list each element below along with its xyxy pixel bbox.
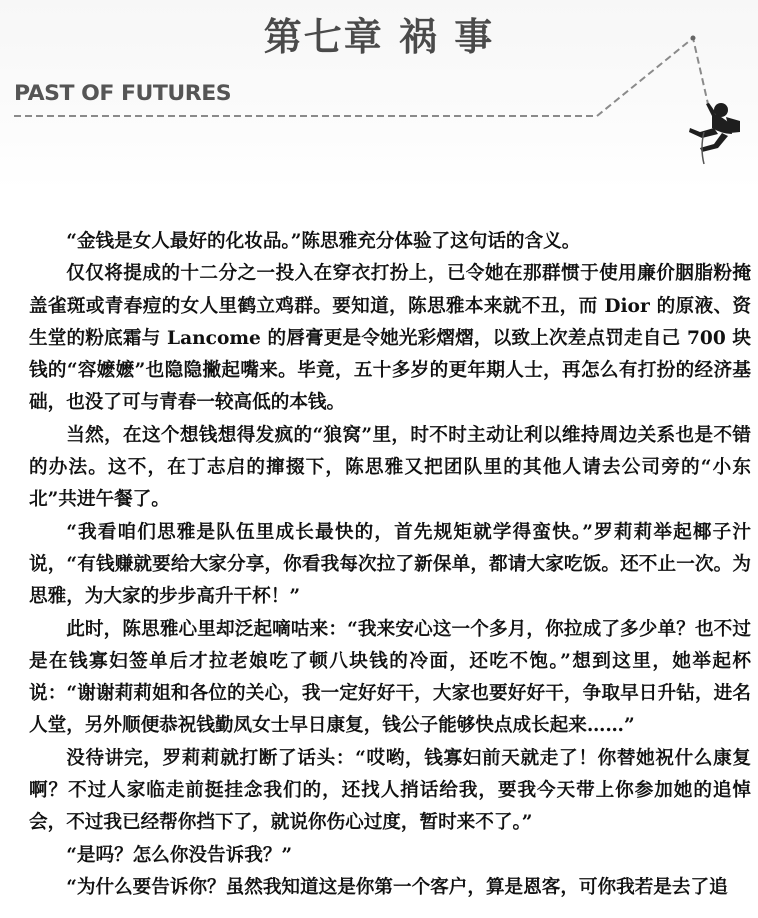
paragraph: 没待讲完，罗莉莉就打断了话头：“哎哟，钱寡妇前天就走了！你替她祝什么康复啊？不过人家临走前挺挂念我们的，还找人捎话给我，要我今天带上你参加她的追悼会，不过我已经帮你挡下了，就说你伤心过度，暂时来不了。”	[29, 747, 751, 834]
paragraph: “是吗？怎么你没告诉我？”	[66, 844, 293, 866]
series-label: PAST OF FUTURES	[14, 82, 232, 106]
paragraph: “为什么要告诉你？虽然我知道这是你第一个客户，算是恩客，可你我若是去了追	[66, 876, 728, 898]
chapter-title: 第七章 祸 事	[263, 14, 495, 59]
chapter-header	[0, 0, 758, 190]
paragraph: “金钱是女人最好的化妆品。”陈思雅充分体验了这句话的含义。	[66, 231, 581, 252]
paragraph: “我看咱们思雅是队伍里成长最快的，首先规矩就学得蛮快。”罗莉莉举起椰子汁说，“有钱赚就要给大家分享，你看我每次拉了新保单，都请大家吃饭。还不止一次。为思雅，为大家的步步高升干杯！”	[29, 521, 751, 608]
paragraph: 当然，在这个想钱想得发疯的“狼窝”里，时不时主动让利以维持周边关系也是不错的办法。这不，在丁志启的撺掇下，陈思雅又把团队里的其他人请去公司旁的“小东北”共进午餐了。	[29, 424, 751, 511]
paragraph: 仅仅将提成的十二分之一投入在穿衣打扮上，已令她在那群惯于使用廉价胭脂粉掩盖雀斑或青春痘的女人里鹤立鸡群。要知道，陈思雅本来就不丑，而 Dior 的原液、资生堂的粉底霜与 Lancome 的唇膏更是令她光彩熠熠，以致上次差点罚走自己 700 块钱的“容嬷嬷”也隐隐撇起嘴来。毕竟，五十多岁的更年期人士，再怎么有打扮的经济基础，也没了可与青春一较高低的本钱。	[29, 263, 751, 414]
climber-silhouette-icon	[689, 103, 740, 152]
paragraph: 此时，陈思雅心里却泛起嘀咕来：“我来安心这一个多月，你拉成了多少单？也不过是在钱寡妇签单后才拉老娘吃了顿八块钱的冷面，还吃不饱。”想到这里，她举起杯说：“谢谢莉莉姐和各位的关心，我一定好好干，大家也要好好干，争取早日升钻，进名人堂，另外顺便恭祝钱勤凤女士早日康复，钱公子能够快点成长起来……”	[29, 618, 751, 737]
body-text	[29, 226, 751, 904]
